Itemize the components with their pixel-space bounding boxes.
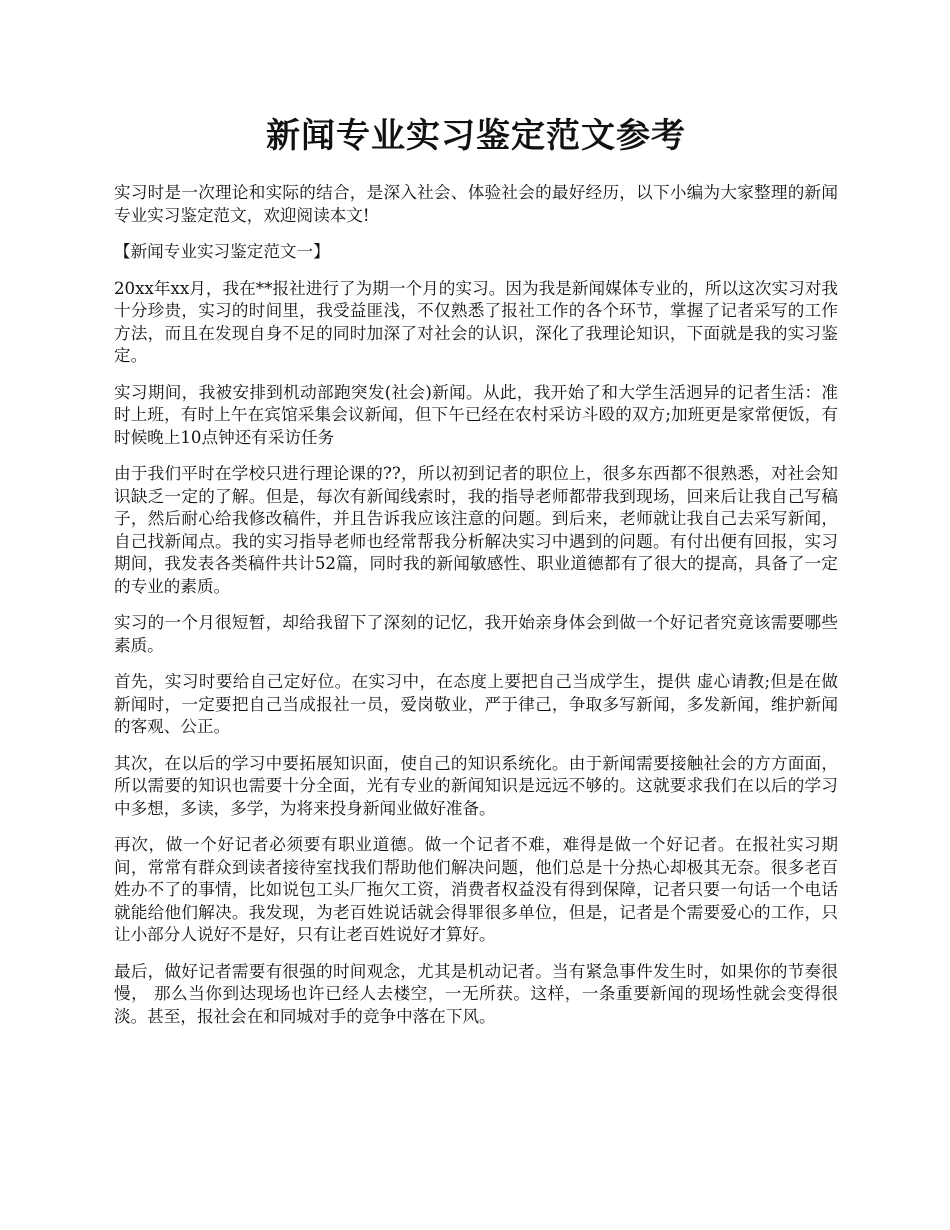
body-paragraph: 实习期间，我被安排到机动部跑突发(社会)新闻。从此，我开始了和大学生活迥异的记者生活：准时上班，有时上午在宾馆采集会议新闻，但下午已经在农村采访斗殴的双方;加班更是家常便饭，有时候晚上10点钟还有采访任务 [114, 382, 838, 447]
document-title: 新闻专业实习鉴定范文参考 [266, 116, 686, 156]
section-heading: 【新闻专业实习鉴定范文一】 [114, 242, 330, 261]
body-paragraph: 由于我们平时在学校只进行理论课的??，所以初到记者的职位上，很多东西都不很熟悉，对社会知识缺乏一定的了解。但是，每次有新闻线索时，我的指导老师都带我到现场，回来后让我自己写稿子，然后耐心给我修改稿件，并且告诉我应该注意的问题。到后来，老师就让我自己去采写新闻，自己找新闻点。我的实习指导老师也经常帮我分析解决实习中遇到的问题。有付出便有回报，实习期间，我发表各类稿件共计52篇，同时我的新闻敏感性、职业道德都有了很大的提高，具备了一定的专业的素质。 [114, 464, 838, 596]
body-paragraph: 其次，在以后的学习中要拓展知识面，使自己的知识系统化。由于新闻需要接触社会的方方面面，所以需要的知识也需要十分全面，光有专业的新闻知识是远远不够的。这就要求我们在以后的学习中多想，多读，多学，为将来投身新闻业做好准备。 [114, 753, 838, 818]
body-paragraph: 最后，做好记者需要有很强的时间观念，尤其是机动记者。当有紧急事件发生时，如果你的节奏很慢， 那么当你到达现场也许已经人去楼空，一无所获。这样，一条重要新闻的现场性就会变得很淡。甚至，报社会在和同城对手的竞争中落在下风。 [114, 961, 838, 1026]
intro-paragraph: 实习时是一次理论和实际的结合，是深入社会、体验社会的最好经历，以下小编为大家整理的新闻专业实习鉴定范文，欢迎阅读本文! [114, 183, 838, 225]
body-paragraph: 再次，做一个好记者必须要有职业道德。做一个记者不难，难得是做一个好记者。在报社实习期间，常常有群众到读者接待室找我们帮助他们解决问题，他们总是十分热心却极其无奈。很多老百姓办不了的事情，比如说包工头厂拖欠工资，消费者权益没有得到保障，记者只要一句话一个电话就能给他们解决。我发现，为老百姓说话就会得罪很多单位，但是，记者是个需要爱心的工作，只让小部分人说好不是好，只有让老百姓说好才算好。 [114, 835, 838, 944]
body-paragraph: 首先，实习时要给自己定好位。在实习中，在态度上要把自己当成学生，提供 虚心请教;但是在做新闻时，一定要把自己当成报社一员，爱岗敬业，严于律己，争取多写新闻，多发新闻，维护新闻的客观、公正。 [114, 672, 838, 736]
body-paragraph: 20xx年xx月，我在**报社进行了为期一个月的实习。因为我是新闻媒体专业的，所以这次实习对我十分珍贵，实习的时间里，我受益匪浅，不仅熟悉了报社工作的各个环节，掌握了记者采写的工作方法，而且在发现自身不足的同时加深了对社会的认识，深化了我理论知识，下面就是我的实习鉴定。 [114, 278, 838, 365]
body-paragraph: 实习的一个月很短暂，却给我留下了深刻的记忆，我开始亲身体会到做一个好记者究竟该需要哪些素质。 [114, 613, 838, 655]
